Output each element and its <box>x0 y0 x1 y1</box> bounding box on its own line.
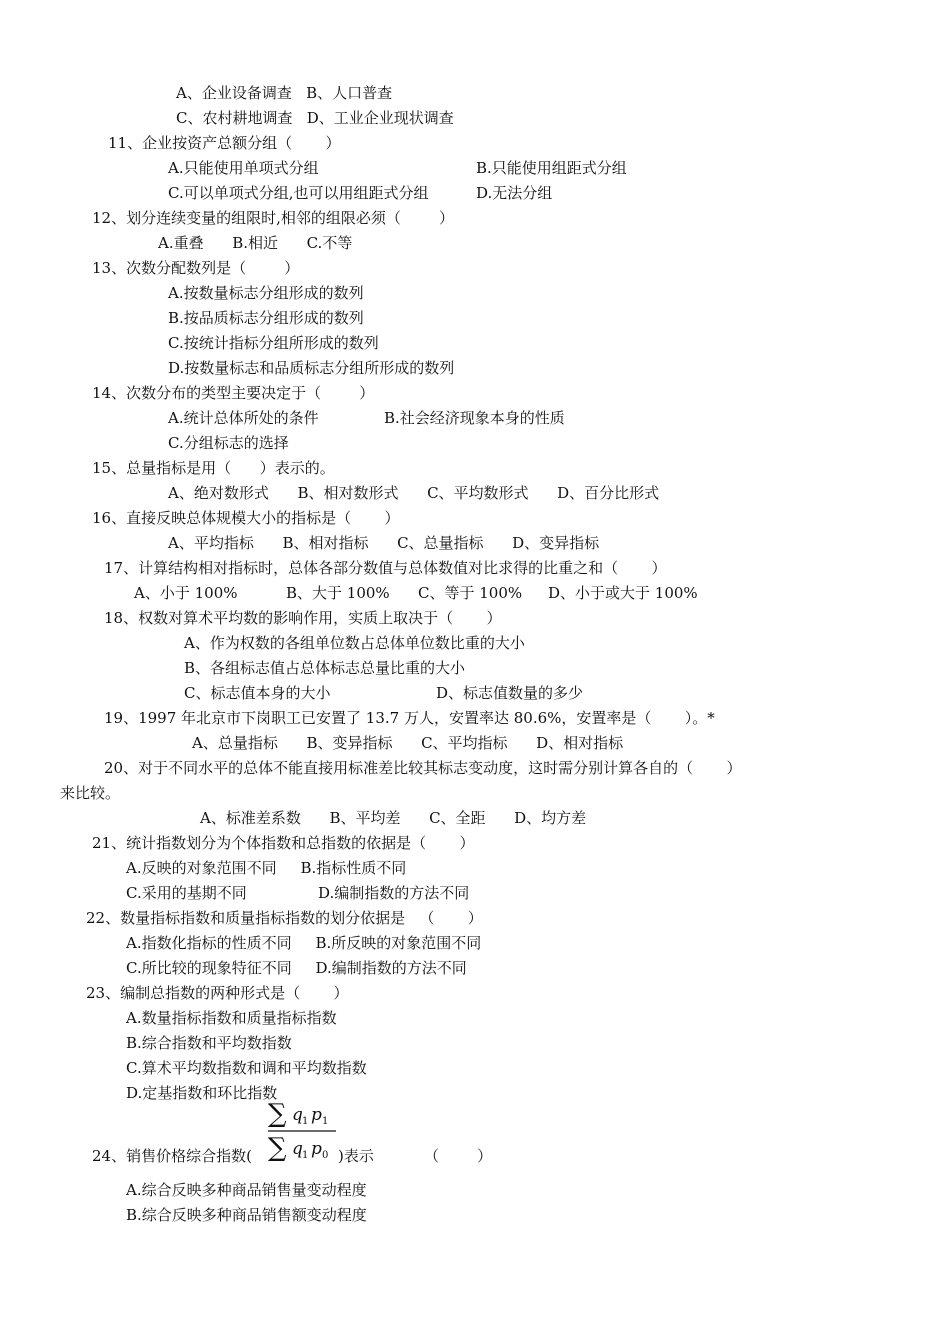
q17-option-c: C、等于 100% <box>418 584 523 602</box>
q23-option-a: A.数量指标指数和质量指标指数 <box>126 1009 337 1027</box>
q23-option-b: B.综合指数和平均数指数 <box>126 1034 292 1052</box>
numerator-sum-symbol: ∑ <box>268 1099 287 1129</box>
q13-stem: 13、次数分配数列是（ ） <box>92 259 300 277</box>
q16-options: A、平均指标 B、相对指标 C、总量指标 D、变异指标 <box>168 534 600 552</box>
numerator-p: p <box>311 1105 322 1125</box>
q20-options: A、标准差系数 B、平均差 C、全距 D、均方差 <box>200 809 587 827</box>
q17-option-b: B、大于 100% <box>286 584 390 602</box>
q20-stem: 20、对于不同水平的总体不能直接用标准差比较其标志变动度，这时需分别计算各自的（ ） <box>104 759 742 777</box>
q22-options-ab: A.指数化指标的性质不同 B.所反映的对象范围不同 <box>126 934 482 952</box>
q23-option-d: D.定基指数和环比指数 <box>126 1084 278 1102</box>
denominator-q: q <box>292 1139 303 1159</box>
q24-stem-tail: )表示 <box>338 1147 374 1165</box>
q22-stem: 22、数量指标指数和质量指标指数的划分依据是 （ ） <box>86 909 483 927</box>
denominator-q-subscript: 1 <box>302 1150 309 1161</box>
q14-option-b: B.社会经济现象本身的性质 <box>384 409 565 427</box>
q23-stem: 23、编制总指数的两种形式是（ ） <box>86 984 349 1002</box>
q11-option-a: A.只能使用单项式分组 <box>168 159 319 177</box>
q10-options-ab: A、企业设备调查 B、人口普查 <box>176 84 393 102</box>
q14-option-c: C.分组标志的选择 <box>168 434 289 452</box>
q24-stem: 24、销售价格综合指数( <box>92 1147 252 1165</box>
q18-option-a: A、作为权数的各组单位数占总体单位数比重的大小 <box>184 634 525 652</box>
q24-option-b: B.综合反映多种商品销售额变动程度 <box>126 1206 367 1224</box>
q12-options: A.重叠 B.相近 C.不等 <box>158 234 353 252</box>
q10-options-cd: C、农村耕地调查 D、工业企业现状调查 <box>176 109 454 127</box>
q18-stem: 18、权数对算术平均数的影响作用，实质上取决于（ ） <box>104 609 502 627</box>
numerator-p-subscript: 1 <box>322 1116 329 1127</box>
q15-stem: 15、总量指标是用（ ）表示的。 <box>92 459 335 477</box>
q17-option-d: D、小于或大于 100% <box>548 584 698 602</box>
q13-option-d: D.按数量标志和品质标志分组所形成的数列 <box>168 359 455 377</box>
q13-option-b: B.按品质标志分组形成的数列 <box>168 309 364 327</box>
q19-options: A、总量指标 B、变异指标 C、平均指标 D、相对指标 <box>192 734 624 752</box>
q24-answer-blank: （ ） <box>424 1147 493 1165</box>
q11-stem: 11、企业按资产总额分组（ ） <box>108 134 341 152</box>
q11-option-b: B.只能使用组距式分组 <box>476 159 627 177</box>
q17-stem: 17、计算结构相对指标时，总体各部分数值与总体数值对比求得的比重之和（ ） <box>104 559 667 577</box>
numerator-q-subscript: 1 <box>302 1116 309 1127</box>
q22-options-cd: C.所比较的现象特征不同 D.编制指数的方法不同 <box>126 959 467 977</box>
q12-stem: 12、划分连续变量的组限时,相邻的组限必须（ ） <box>92 209 455 227</box>
q21-option-c: C.采用的基期不同 <box>126 884 247 902</box>
q14-option-a: A.统计总体所处的条件 <box>168 409 319 427</box>
q15-options: A、绝对数形式 B、相对数形式 C、平均数形式 D、百分比形式 <box>168 484 660 502</box>
q18-option-b: B、各组标志值占总体标志总量比重的大小 <box>184 659 466 677</box>
q19-stem: 19、1997 年北京市下岗职工已安置了 13.7 万人，安置率达 80.6%，安置率是（ ）。* <box>104 709 715 727</box>
q18-option-d: D、标志值数量的多少 <box>436 684 584 702</box>
q11-option-c: C.可以单项式分组,也可以用组距式分组 <box>168 184 429 202</box>
q13-option-a: A.按数量标志分组形成的数列 <box>168 284 364 302</box>
q16-stem: 16、直接反映总体规模大小的指标是（ ） <box>92 509 400 527</box>
price-index-formula <box>266 1098 342 1164</box>
q20-stem-continued: 来比较。 <box>60 784 121 802</box>
q21-stem: 21、统计指数划分为个体指数和总指数的依据是（ ） <box>92 834 475 852</box>
denominator-p: p <box>311 1139 322 1159</box>
q11-option-d: D.无法分组 <box>476 184 553 202</box>
q21-options-ab: A.反映的对象范围不同 B.指标性质不同 <box>126 859 407 877</box>
q17-option-a: A、小于 100% <box>134 584 238 602</box>
q18-option-c: C、标志值本身的大小 <box>184 684 331 702</box>
q23-option-c: C.算术平均数指数和调和平均数指数 <box>126 1059 367 1077</box>
numerator-q: q <box>292 1105 303 1125</box>
q14-stem: 14、次数分布的类型主要决定于（ ） <box>92 384 375 402</box>
q13-option-c: C.按统计指标分组所形成的数列 <box>168 334 379 352</box>
q24-option-a: A.综合反映多种商品销售量变动程度 <box>126 1181 367 1199</box>
denominator-sum-symbol: ∑ <box>268 1133 287 1163</box>
q21-option-d: D.编制指数的方法不同 <box>318 884 470 902</box>
denominator-p-subscript: 0 <box>322 1150 329 1161</box>
